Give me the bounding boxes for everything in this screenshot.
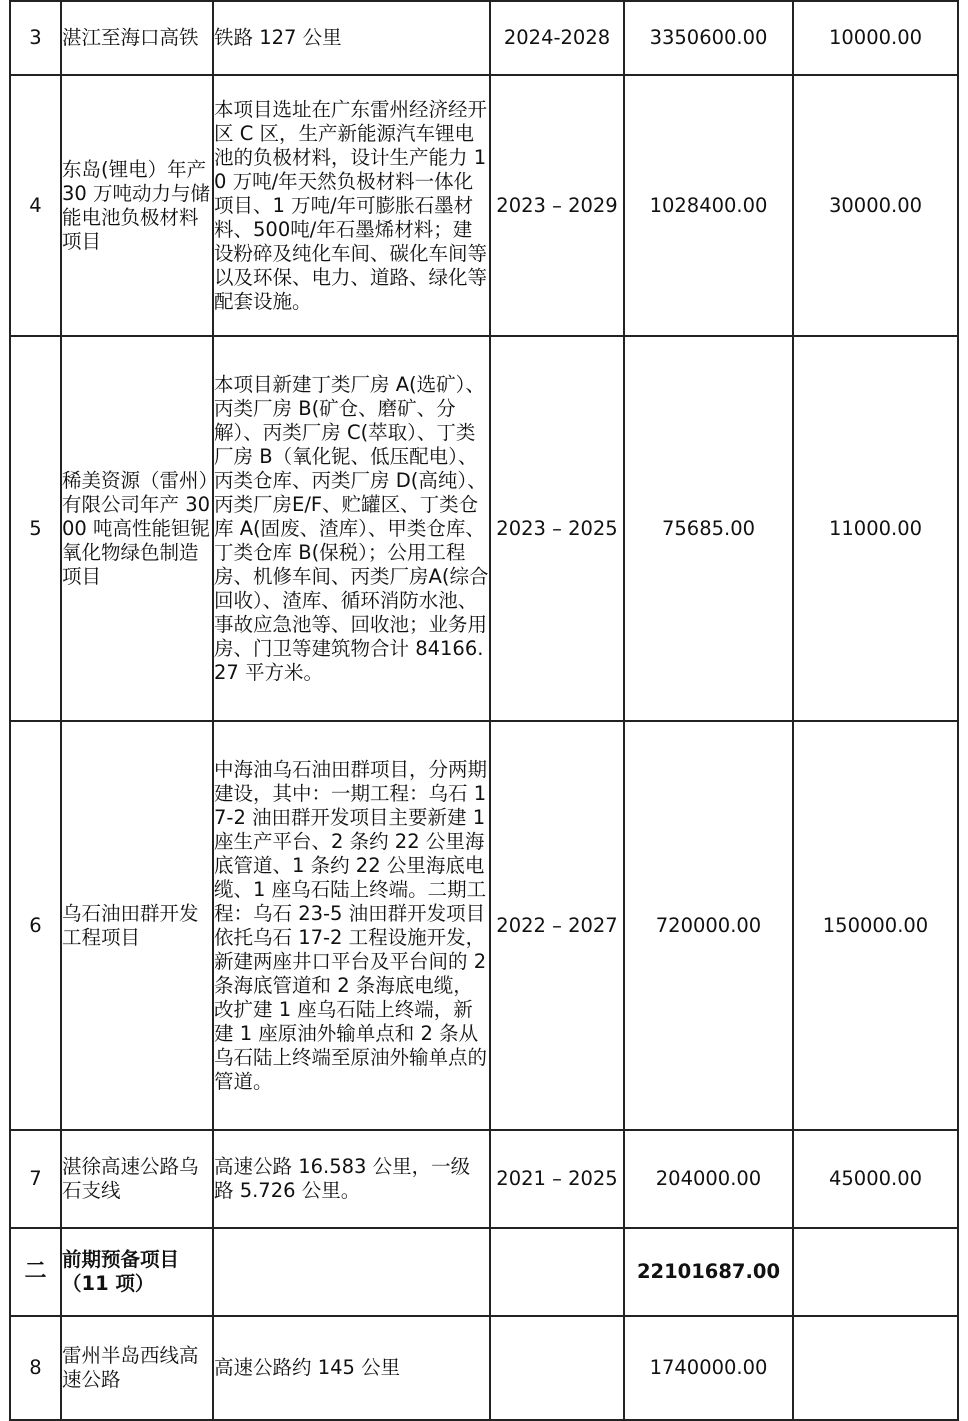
project-description: 中海油乌石油田群项目，分两期建设，其中：一期工程：乌石 17-2 油田群开发项目主要新建 1 座生产平台、2 条约 22 公里海底管道、1 条约 22 公里海底电缆、1 座乌石陆上终端。二期工程：乌石 23-5 油田群开发项目依托乌石 17-2 工程设施开发，新建两座井口平台及平台间的 2 条海底管道和 2 条海底电缆，改扩建 1 座乌石陆上终端，新建 1 座原油外输单点和 2 条从乌石陆上终端至原油外输单点的管道。 (213, 721, 490, 1130)
construction-period: 2023 – 2025 (490, 336, 624, 721)
project-name: 东岛(锂电）年产 30 万吨动力与储能电池负极材料项目 (61, 75, 213, 336)
project-name: 雷州半岛西线高速公路 (61, 1316, 213, 1420)
construction-period: 2024-2028 (490, 1, 624, 75)
section-title: 前期预备项目（11 项） (61, 1228, 213, 1316)
table-row (10, 721, 958, 1130)
annual-investment: 11000.00 (793, 336, 958, 721)
table-row (10, 1316, 958, 1420)
section-total-investment: 22101687.00 (624, 1228, 793, 1316)
construction-period: 2023 – 2029 (490, 75, 624, 336)
row-index: 4 (10, 75, 61, 336)
annual-investment: 150000.00 (793, 721, 958, 1130)
row-index: 6 (10, 721, 61, 1130)
project-description: 高速公路 16.583 公里，一级路 5.726 公里。 (213, 1130, 490, 1228)
project-name: 湛徐高速公路乌石支线 (61, 1130, 213, 1228)
total-investment: 1740000.00 (624, 1316, 793, 1420)
section-index: 二 (10, 1228, 61, 1316)
project-description: 本项目选址在广东雷州经济经开区 C 区，生产新能源汽车锂电池的负极材料，设计生产能力 10 万吨/年天然负极材料一体化项目、1 万吨/年可膨胀石墨材料、500吨/年石墨烯材料；建设粉碎及纯化车间、碳化车间等以及环保、电力、道路、绿化等配套设施。 (213, 75, 490, 336)
total-investment: 3350600.00 (624, 1, 793, 75)
project-table (9, 0, 959, 1421)
annual-investment (793, 1316, 958, 1420)
section-description (213, 1228, 490, 1316)
construction-period: 2021 – 2025 (490, 1130, 624, 1228)
construction-period (490, 1316, 624, 1420)
row-index: 8 (10, 1316, 61, 1420)
project-name: 乌石油田群开发工程项目 (61, 721, 213, 1130)
row-index: 3 (10, 1, 61, 75)
project-description: 高速公路约 145 公里 (213, 1316, 490, 1420)
row-index: 5 (10, 336, 61, 721)
construction-period: 2022 – 2027 (490, 721, 624, 1130)
table-row (10, 75, 958, 336)
project-name: 稀美资源（雷州）有限公司年产 3000 吨高性能钽铌氧化物绿色制造项目 (61, 336, 213, 721)
total-investment: 720000.00 (624, 721, 793, 1130)
project-name: 湛江至海口高铁 (61, 1, 213, 75)
table-row (10, 336, 958, 721)
annual-investment: 30000.00 (793, 75, 958, 336)
annual-investment: 10000.00 (793, 1, 958, 75)
section-annual-investment (793, 1228, 958, 1316)
section-period (490, 1228, 624, 1316)
annual-investment: 45000.00 (793, 1130, 958, 1228)
table-row (10, 1, 958, 75)
total-investment: 75685.00 (624, 336, 793, 721)
summary-row (10, 1228, 958, 1316)
row-index: 7 (10, 1130, 61, 1228)
total-investment: 204000.00 (624, 1130, 793, 1228)
project-description: 铁路 127 公里 (213, 1, 490, 75)
total-investment: 1028400.00 (624, 75, 793, 336)
project-description: 本项目新建丁类厂房 A(选矿）、丙类厂房 B(矿仓、磨矿、分解）、丙类厂房 C(萃取）、丁类厂房 B（氧化铌、低压配电）、丙类仓库、丙类厂房 D(高纯）、丙类厂房E/F、贮罐区、丁类仓库 A(固废、渣库）、甲类仓库、丁类仓库 B(保税）；公用工程房、机修车间、丙类厂房A(综合回收）、渣库、循环消防水池、事故应急池等、回收池；业务用房、门卫等建筑物合计 84166.27 平方米。 (213, 336, 490, 721)
table-row (10, 1130, 958, 1228)
